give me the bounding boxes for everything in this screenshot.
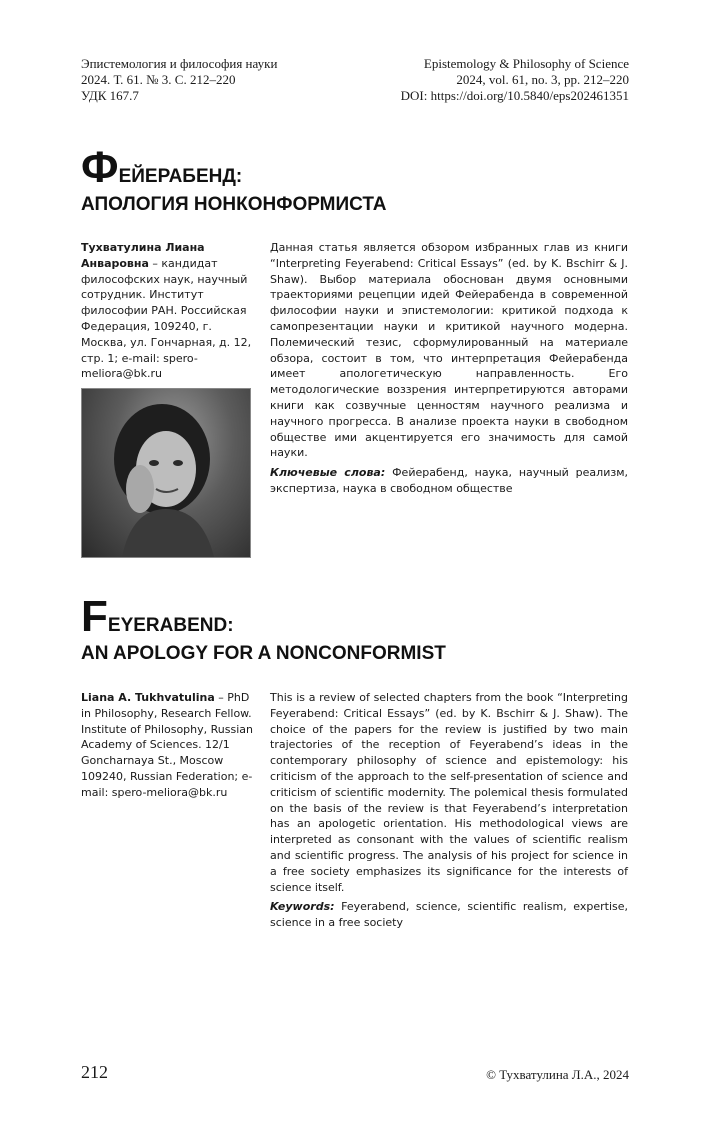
journal-header-ru [81,56,277,104]
abstract-ru [270,240,628,497]
issue-info-ru: 2024. Т. 61. № 3. С. 212–220 [81,72,236,87]
abstract-text-ru: Данная статья является обзором избранных глав из книги “Interpreting Feyerabend: Critical Essays” (ed. by K. Bschirr & J. Shaw). Выбор материала обоснован двумя основными траекториями рецепции идей Фейерабенда в современной философии науки и эпистемологии: критикой подхода к самопрезентации науки и критикой научного модерна. Полемический тезис, сформулированный на материале обзора, состоит в том, что интерпретация Фейерабенда имеет апологетическую направленность. Его методологические воззрения интерпретируются авторами книги как созвучные ценностям научного реализма и научного прогресса. В анализе проекта науки в свободном обществе ими акцентируется его значимость для самой науки. [270,241,628,460]
keywords-list-ru: Фейерабенд, наука, научный реализм, экспертиза, наука в свободном обществе [270,466,628,495]
udc-code: УДК 167.7 [81,88,139,103]
author-photo [81,388,251,558]
title-initial-en: F [81,592,108,641]
keywords-en [270,899,628,931]
title-subtitle-ru: АПОЛОГИЯ НОНКОНФОРМИСТА [81,194,387,215]
doi-link[interactable]: DOI: https://doi.org/10.5840/eps202461351 [400,88,629,103]
title-rest-en: EYERABEND: [107,615,234,636]
page-number: 212 [81,1062,108,1082]
article-title-en [81,592,446,665]
author-details-en: – PhD in Philosophy, Research Fellow. Institute of Philosophy, Russian Academy of Sciences. 12/1 Goncharnaya St., Moscow 109240, Russian Federation; e-mail: spero-meliora@bk.ru [81,691,253,799]
copyright-notice: © Тухватулина Л.А., 2024 [486,1067,629,1082]
issue-info-en: 2024, vol. 61, no. 3, pp. 212–220 [456,72,629,87]
author-name-en: Liana A. Tukhvatulina [81,691,215,704]
journal-name-en: Epistemology & Philosophy of Science [423,56,629,71]
title-rest-ru: ЕЙЕРАБЕНД: [118,166,243,187]
keywords-label-ru: Ключевые слова: [270,466,386,480]
author-details-ru: – кандидат философских наук, научный сотрудник. Институт философии РАН. Российская Федерация, 109240, г. Москва, ул. Гончарная, д. 12, стр. 1; e-mail: spero-meliora@bk.ru [81,256,252,381]
title-initial-ru: Ф [81,143,119,192]
journal-name-ru: Эпистемология и философия науки [81,56,278,71]
keywords-label-en: Keywords: [270,900,335,914]
abstract-en [270,690,628,931]
keywords-list-en: Feyerabend, science, scientific realism, expertise, science in a free society [270,900,628,930]
journal-header-en [401,56,629,104]
article-title-ru [81,143,387,216]
author-name-ru: Тухватулина Лиана Анваровна [81,241,205,270]
keywords-ru [270,465,628,497]
title-subtitle-en: AN APOLOGY FOR A NONCONFORMIST [81,643,446,664]
portrait-image [82,389,250,557]
abstract-text-en: This is a review of selected chapters from the book “Interpreting Feyerabend: Critical Essays” (ed. by K. Bschirr & J. Shaw). The choice of the papers for the review is justified by two main trajectories of the reception of Feyerabend’s ideas in the contemporary philosophy of science and epistemology: his criticism of the approach to the self-presentation of science and criticism of scientific modernity. The polemical thesis formulated on the basis of the review is that Feyerabend’s interpretation has an apologetic orientation. His methodological views are interpreted as consonant with the values of scientific realism and scientific progress. The analysis of his project for science in a free society emphasizes its significance for the interests of science itself. [270,691,628,894]
author-info-en [81,690,259,801]
author-info-ru [81,240,259,382]
